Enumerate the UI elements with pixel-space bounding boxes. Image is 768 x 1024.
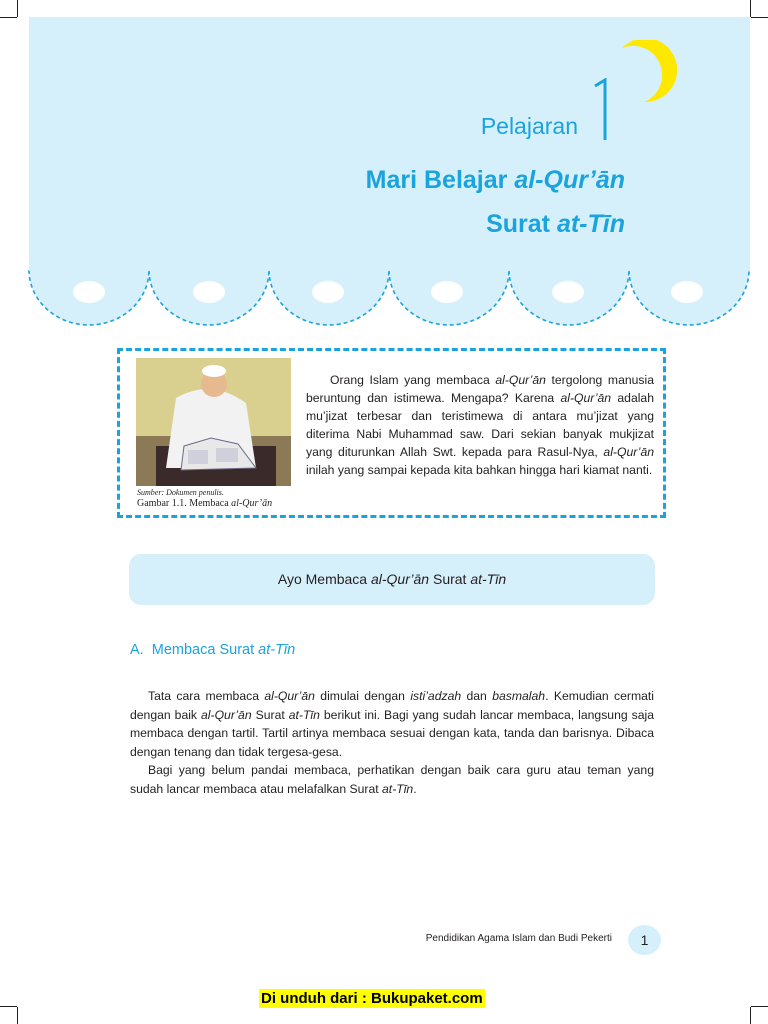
scallop-border bbox=[0, 230, 768, 340]
crop-mark bbox=[17, 1007, 18, 1024]
crop-mark bbox=[751, 17, 768, 18]
download-source-note: Di unduh dari : Bukupaket.com bbox=[261, 990, 483, 1007]
crop-mark bbox=[0, 17, 17, 18]
book-title: Pendidikan Agama Islam dan Budi Pekerti bbox=[425, 933, 612, 944]
intro-paragraph: Orang Islam yang membaca al-Qur’ān tergolong manusia beruntung dan istimewa. Mengapa? Karena al-Qur’ān adalah mu’jizat terbesar dan teristimewa di antara mu’jizat yang diterima Nabi Muhammad saw. Dari sekian banyak mukjizat yang diturunkan Allah Swt. kepada para Rasul-Nya, al-Qur’ān inilah yang sampai kepada kita bahkan hingga hari kiamat nanti. bbox=[306, 373, 654, 477]
lesson-number-glyph bbox=[594, 78, 612, 142]
photo-source: Sumber: Dokumen penulis. bbox=[137, 488, 224, 497]
photo-child-reading-quran bbox=[136, 358, 291, 486]
page-subtitle: Surat at-Tīn bbox=[486, 210, 625, 238]
crop-mark bbox=[17, 0, 18, 17]
activity-title: Ayo Membaca al-Qur’ān Surat at-Tīn bbox=[277, 571, 507, 587]
crop-mark bbox=[750, 1007, 751, 1024]
crop-mark bbox=[0, 1006, 17, 1007]
crescent-moon-icon bbox=[600, 40, 680, 120]
body-paragraphs bbox=[130, 687, 654, 798]
section-heading: A. Membaca Surat at-Tīn bbox=[130, 642, 296, 658]
page-number: 1 bbox=[628, 925, 661, 955]
body-paragraph: Tata cara membaca al-Qur’ān dimulai dengan isti’adzah dan basmalah. Kemudian cermati dengan baik al-Qur’ān Surat at-Tīn berikut ini. Bagi yang sudah lancar membaca, langsung saja membaca dengan tartil. Tartil artinya membaca sesuai dengan kata, tanda dan barisnya. Dibaca dengan tenang dan tidak tergesa-gesa. bbox=[130, 689, 655, 759]
body-paragraph: Bagi yang belum pandai membaca, perhatikan dengan baik cara guru atau teman yang sudah lancar membaca atau melafalkan Surat at-Tīn. bbox=[130, 763, 654, 796]
lesson-label: Pelajaran bbox=[480, 113, 578, 139]
crop-mark bbox=[750, 0, 751, 17]
crop-mark bbox=[751, 1006, 768, 1007]
page-title: Mari Belajar al-Qur’ān bbox=[365, 166, 625, 194]
photo-caption: Gambar 1.1. Membaca al-Qur’ān bbox=[137, 498, 273, 509]
